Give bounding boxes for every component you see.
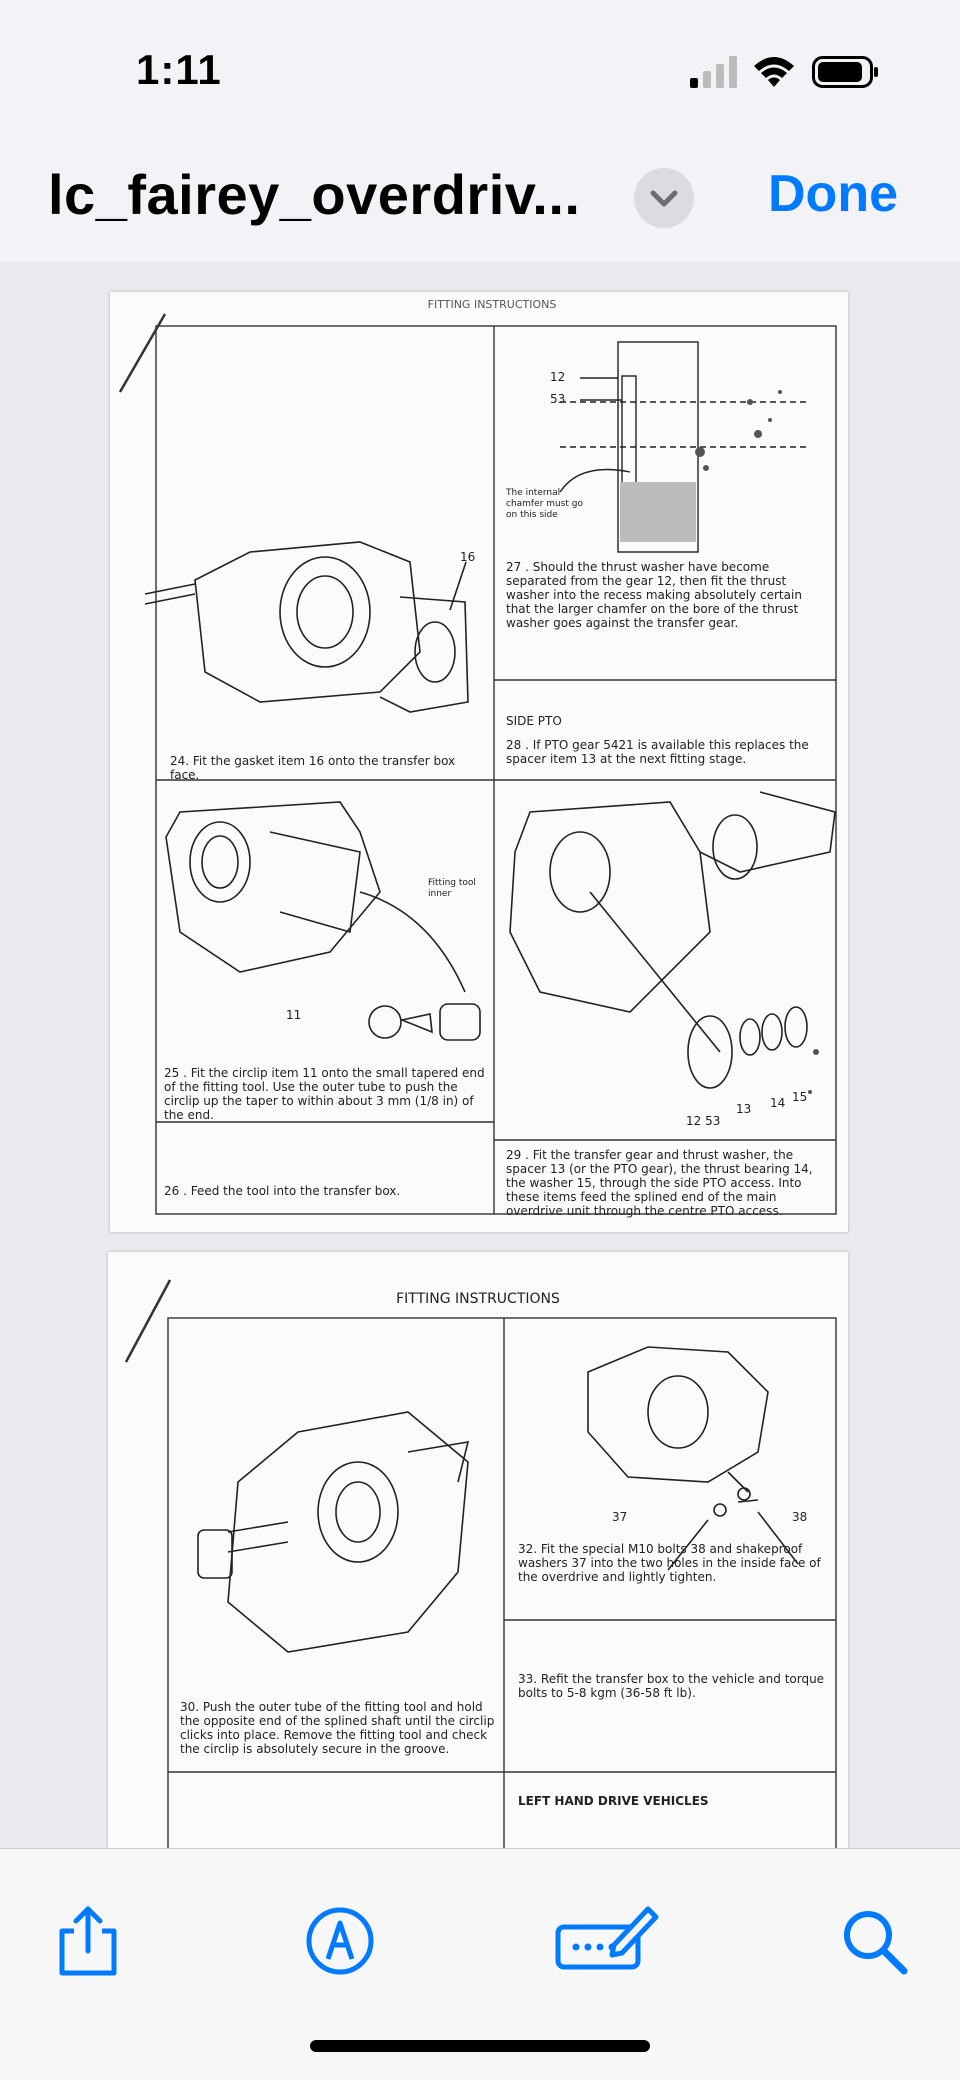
step-26-text: 26 . Feed the tool into the transfer box.	[164, 1184, 401, 1198]
chamfer-note: The internal chamfer must go on this side	[506, 488, 583, 520]
cellular-signal-icon	[690, 56, 738, 88]
step-30-text: 30. Push the outer tube of the fitting tool and hold the opposite end of the splined shaft until the circlip clicks into place. Remove the fitting tool and check the circlip is absolutely secure in the groove.	[180, 1700, 495, 1756]
navigation-bar	[0, 130, 960, 263]
wifi-icon	[752, 54, 796, 90]
label-13: 13	[736, 1102, 752, 1116]
step-32-text: 32. Fit the special M10 bolts 38 and shakeproof washers 37 into the two holes in the inside face of the overdrive and lightly tighten.	[518, 1542, 821, 1584]
battery-icon	[812, 56, 880, 88]
label-53: 53	[550, 392, 566, 406]
label-15: 15	[792, 1090, 808, 1104]
label-37: 37	[612, 1510, 628, 1524]
status-time: 1:11	[136, 46, 222, 93]
step-27-text: 27 . Should the thrust washer have become separated from the gear 12, then fit the thrust washer into the recess making absolutely certain that the larger chamfer on the bore of the thrust washer goes against the transfer gear.	[506, 560, 802, 630]
done-button[interactable]: Done	[768, 165, 898, 223]
lhd-heading: LEFT HAND DRIVE VEHICLES	[518, 1794, 709, 1808]
bolt-fitting-diagram	[588, 1347, 798, 1570]
label-38: 38	[792, 1510, 808, 1524]
title-menu-button[interactable]	[634, 168, 694, 228]
document-viewer[interactable]	[0, 262, 960, 1848]
side-pto-heading: SIDE PTO	[506, 714, 562, 728]
label-14: 14	[770, 1096, 786, 1110]
status-bar	[0, 0, 960, 130]
gasket-diagram	[145, 542, 468, 712]
markup-icon[interactable]	[300, 1901, 380, 1981]
step-33-text: 33. Refit the transfer box to the vehicle and torque bolts to 5-8 kgm (36-58 ft lb).	[518, 1672, 825, 1700]
document-title[interactable]: lc_fairey_overdriv...	[48, 163, 581, 226]
step-28-text: 28 . If PTO gear 5421 is available this replaces the spacer item 13 at the next fitting stage.	[506, 738, 809, 766]
chevron-down-icon	[634, 168, 694, 228]
label-12: 12	[550, 370, 566, 384]
search-icon[interactable]	[834, 1901, 914, 1981]
label-11: 11	[286, 1008, 302, 1022]
overdrive-insertion-diagram	[510, 792, 835, 1088]
step-29-text: 29 . Fit the transfer gear and thrust washer, the spacer 13 (or the PTO gear), the thrust bearing 14, the washer 15, through the side PTO access. Into these items feed the splined end of the main overdrive unit through the centre PTO access.	[506, 1148, 813, 1218]
step-24-text: 24. Fit the gasket item 16 onto the transfer box face.	[170, 754, 456, 782]
label-16: 16	[460, 550, 476, 564]
share-icon[interactable]	[48, 1901, 128, 1981]
page1-header: FITTING INSTRUCTIONS	[427, 298, 557, 311]
edit-text-icon[interactable]	[552, 1901, 662, 1981]
fitting-tool-push-diagram	[198, 1412, 468, 1652]
document-page-2	[108, 1252, 848, 1848]
circlip-tool-diagram	[166, 802, 480, 1040]
page2-header: FITTING INSTRUCTIONS	[396, 1291, 560, 1307]
fitting-tool-inner-label: Fitting tool inner	[428, 878, 476, 899]
document-page-1	[110, 292, 848, 1232]
home-indicator	[310, 2040, 650, 2052]
step-25-text: 25 . Fit the circlip item 11 onto the small tapered end of the fitting tool. Use the outer tube to push the circlip up the taper to within about 3 mm (1/8 in) of the end.	[164, 1066, 485, 1122]
label-12-53: 12 53	[686, 1114, 721, 1128]
